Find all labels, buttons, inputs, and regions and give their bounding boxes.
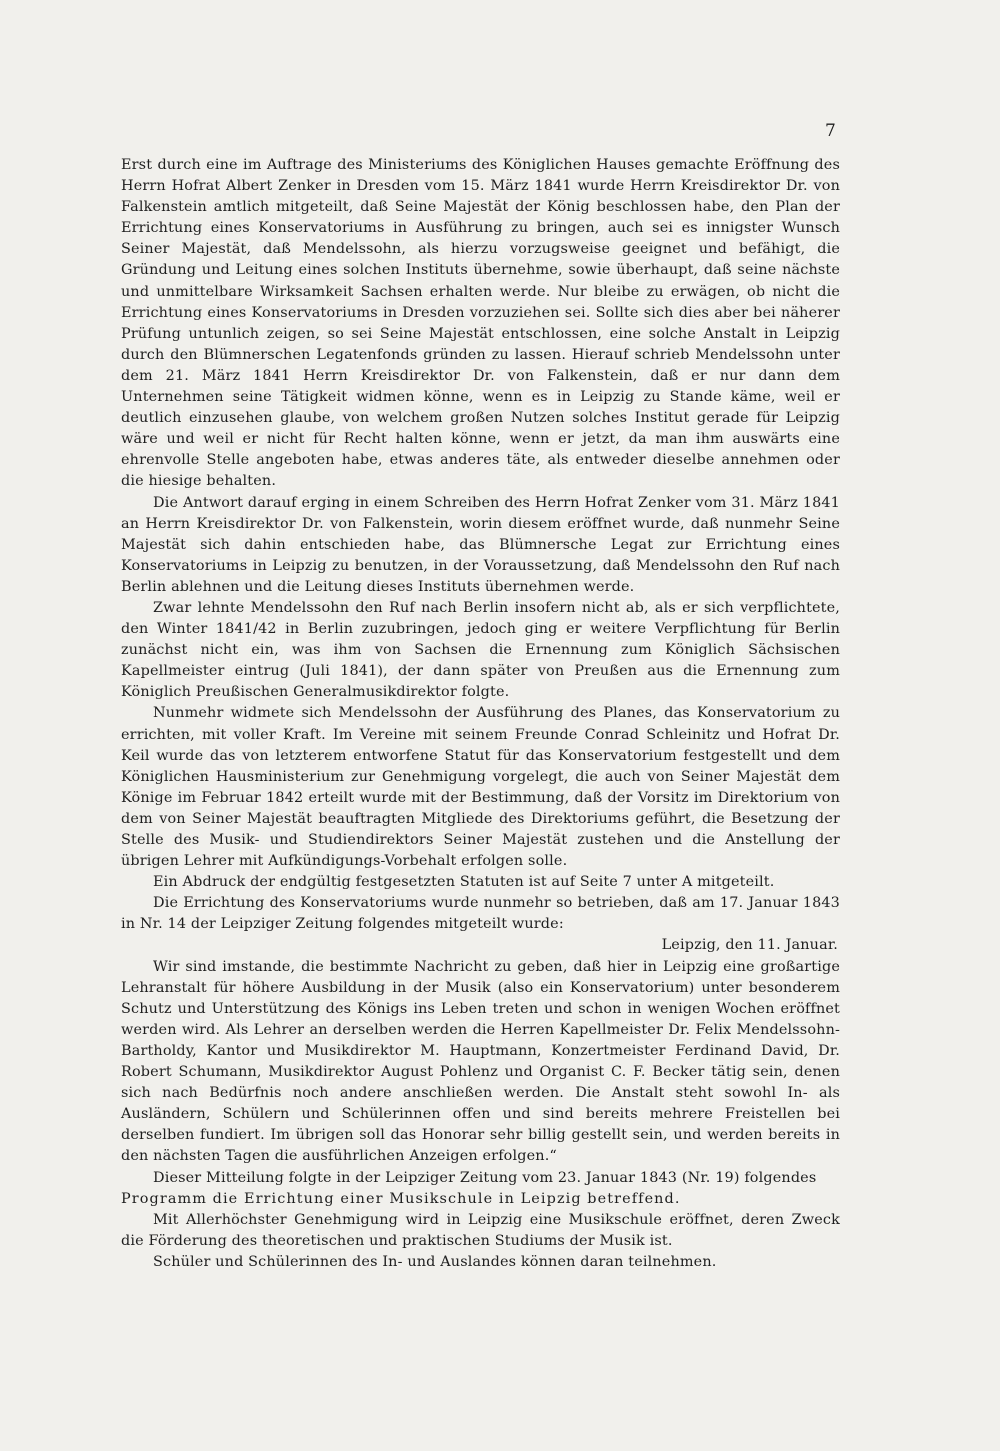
page-number: 7 [825,121,837,141]
quoted-announcement: Wir sind imstande, die bestimmte Nachricht zu geben, daß hier in Leipzig eine großartige Lehranstalt für höhere Ausbildung in der Musik (also ein Konservatorium) unter besonderem Schutz und Unterstützung des Königs ins Leben treten und schon in wenigen Wochen eröffnet werden wird. Als Lehrer an derselben werden die Herren Kapellmeister Dr. Felix Mendelssohn-Bartholdy, Kantor und Musikdirektor M. Hauptmann, Konzertmeister Ferdinand David, Dr. Robert Schumann, Musikdirektor August Pohlenz und Organist C. F. Becker tätig sein, denen sich nach Bedürfnis noch andere anschließen werden. Die Anstalt steht sowohl In- als Ausländern, Schülern und Schülerinnen offen und sind bereits mehrere Freistellen bei derselben fundiert. Im übrigen soll das Honorar sehr billig gestellt sein, und werden bereits in den nächsten Tagen die ausführlichen Anzeigen erfolgen.“ [121,958,840,1165]
paragraph: Erst durch eine im Auftrage des Ministeriums des Königlichen Hauses gemachte Eröffnung des Herrn Hofrat Albert Zenker in Dresden vom 15. März 1841 wurde Herrn Kreisdirektor Dr. von Falkenstein amtlich mitgeteilt, daß Seine Majestät der König beschlossen habe, den Plan der Errichtung eines Konservatoriums in Ausführung zu bringen, auch sei es innigster Wunsch Seiner Majestät, daß Mendelssohn, als hierzu vorzugsweise geeignet und befähigt, die Gründung und Leitung eines solchen Instituts übernehme, sowie überhaupt, daß seine nächste und unmittelbare Wirksamkeit Sachsen erhalten werde. Nur bleibe zu erwägen, ob nicht die Errichtung eines Konservatoriums in Dresden vorzuziehen sei. Sollte sich dies aber bei näherer Prüfung untunlich zeigen, so sei Seine Majestät entschlossen, eine solche Anstalt in Leipzig durch den Blümnerschen Legatenfonds gründen zu lassen. Hierauf schrieb Mendelssohn unter dem 21. März 1841 Herrn Kreisdirektor Dr. von Falkenstein, daß er nur dann dem Unternehmen seine Tätigkeit widmen könne, wenn es in Leipzig zu Stande käme, weil er deutlich einzusehen glaube, von welchem großen Nutzen solches Institut gerade für Leipzig wäre und weil er nicht für Recht halten könne, wenn er jetzt, da man ihm auswärts eine ehrenvolle Stelle angeboten habe, etwas anderes täte, als entweder dieselbe annehmen oder die hiesige behalten. [121,157,840,490]
paragraph: Nunmehr widmete sich Mendelssohn der Ausführung des Planes, das Konservatorium zu errichten, mit voller Kraft. Im Vereine mit seinem Freunde Conrad Schleinitz und Hofrat Dr. Keil wurde das von letzterem entworfene Statut für das Konservatorium festgestellt und dem Königlichen Hausministerium zur Genehmigung vorgelegt, die auch von Seiner Majestät dem Könige im Februar 1842 erteilt wurde mit der Bestimmung, daß der Vorsitz im Direktorium von dem von Seiner Majestät beauftragten Mitgliede des Direktoriums geführt, die Besetzung der Stelle des Musik- und Studiendirektors Seiner Majestät zustehen und die Anstellung der übrigen Lehrer mit Aufkündigungs-Vorbehalt erfolgen solle. [121,705,840,870]
paragraph: Schüler und Schülerinnen des In- und Auslandes können daran teilnehmen. [153,1253,717,1270]
paragraph: Ein Abdruck der endgültig festgesetzten Statuten ist auf Seite 7 unter A mitgeteilt. [153,874,775,891]
body-text [121,155,840,1273]
paragraph: Zwar lehnte Mendelssohn den Ruf nach Berlin insofern nicht ab, als er sich verpflichtete, den Winter 1841/42 in Berlin zuzubringen, jedoch ging er weitere Verpflichtung für Berlin zunächst nicht ein, was ihm von Sachsen die Ernennung zum Königlich Sächsischen Kapellmeister eintrug (Juli 1841), der dann später von Preußen aus die Ernennung zum Königlich Preußischen Generalmusikdirektor folgte. [121,599,840,701]
dateline: Leipzig, den 11. Januar. [661,937,838,954]
program-heading: Programm die Errichtung einer Musikschule in Leipzig betreffend. [121,1190,681,1207]
paragraph: Die Antwort darauf erging in einem Schreiben des Herrn Hofrat Zenker vom 31. März 1841 an Herrn Kreisdirektor Dr. von Falkenstein, worin diesem eröffnet wurde, daß nunmehr Seine Majestät sich dahin entschieden habe, das Blümnersche Legat zur Errichtung eines Konservatoriums in Leipzig zu benutzen, in der Voraussetzung, daß Mendelssohn den Ruf nach Berlin ablehnen und die Leitung dieses Instituts übernehmen werde. [121,494,840,595]
paragraph: Die Errichtung des Konservatoriums wurde nunmehr so betrieben, daß am 17. Januar 1843 in Nr. 14 der Leipziger Zeitung folgendes mitgeteilt wurde: [121,895,840,933]
paragraph: Dieser Mitteilung folgte in der Leipziger Zeitung vom 23. Januar 1843 (Nr. 19) folgendes [153,1169,817,1186]
paragraph: Mit Allerhöchster Genehmigung wird in Leipzig eine Musikschule eröffnet, deren Zweck die Förderung des theoretischen und praktischen Studiums der Musik ist. [121,1211,840,1249]
